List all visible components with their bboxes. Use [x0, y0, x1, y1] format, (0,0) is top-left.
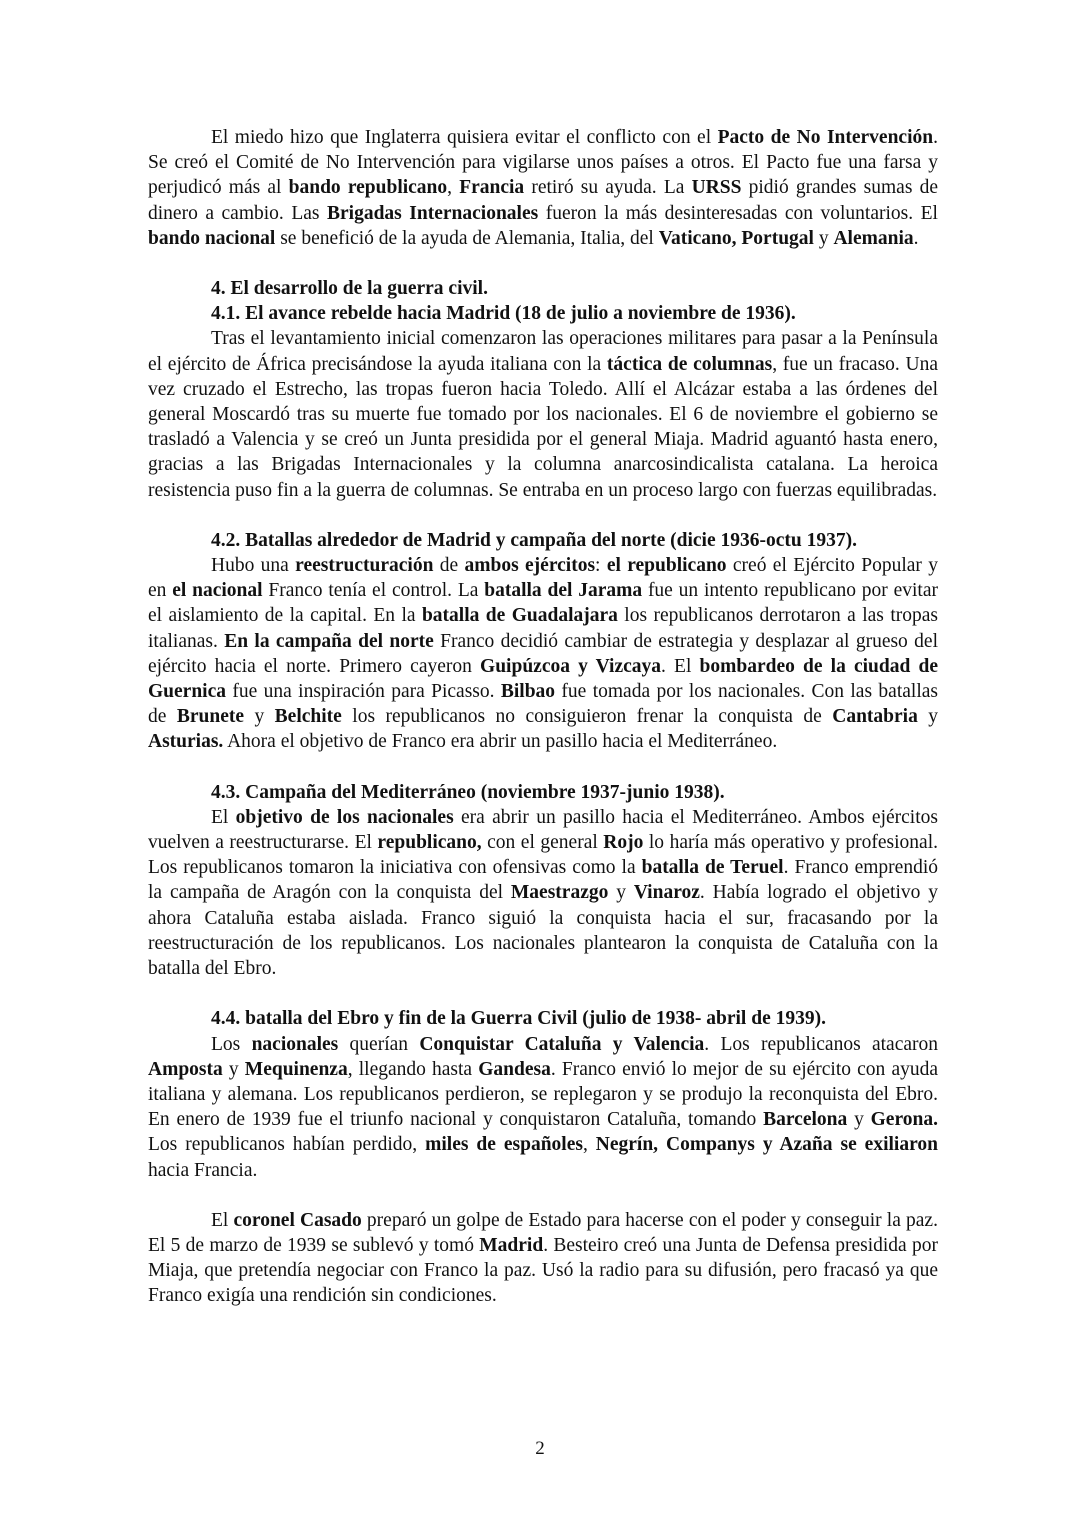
text-run: preparó un golpe de Estado para hacerse con el poder y conseguir la paz. El 5 de marzo de 1939 se sublevó y tomó [148, 1209, 938, 1256]
bold-term: bombardeo de la ciudad de Guernica [148, 655, 938, 703]
section-heading: 4.2. Batallas alrededor de Madrid y campaña del norte (dicie 1936-octu 1937). [211, 529, 857, 551]
text-run: y [222, 1058, 245, 1080]
text-run: . [913, 227, 919, 249]
text-run: fue un intento republicano por evitar el aislamiento de la capital. En la [148, 580, 939, 627]
text-run: . Se creó el Comité de No Intervención para vigilarse unos países a otros. El Pacto fue una farsa y perjudicó más al [148, 127, 938, 199]
bold-term: Belchite [274, 706, 342, 728]
bold-term: el nacional [172, 580, 263, 602]
text-run: Los republicanos habían perdido, [148, 1134, 426, 1156]
bold-term: Pacto de No Intervención [717, 127, 934, 148]
text-run: Tras el levantamiento inicial comenzaron las operaciones militares para pasar a la Península el ejército de África precisándose la ayuda italiana con la [148, 328, 938, 375]
bold-term: nacionales [251, 1033, 339, 1055]
text-run: . Los republicanos atacaron [704, 1033, 938, 1055]
body-paragraph [148, 553, 938, 755]
bold-term: Brigadas Internacionales [327, 202, 539, 224]
text-run: y [608, 882, 634, 904]
body-paragraph [148, 805, 938, 981]
bold-term: Gerona. [870, 1109, 938, 1131]
bold-term: Rojo [603, 832, 644, 854]
bold-term: Alemania [833, 227, 914, 249]
body-paragraph [148, 125, 938, 251]
text-run: El miedo hizo que Inglaterra quisiera evitar el conflicto con el [211, 127, 718, 148]
text-run: pidió grandes sumas de dinero a cambio. Las [148, 177, 938, 224]
text-run: querían [338, 1033, 420, 1055]
text-run: hacia Francia. [148, 1159, 258, 1181]
bold-term: bando nacional [148, 227, 276, 249]
text-run: retiró su ayuda. La [524, 177, 692, 199]
text-run: creó el Ejército Popular y en [148, 555, 938, 602]
document-page [148, 125, 938, 1309]
bold-term: republicano, [377, 832, 482, 854]
text-run: , fue un fracaso. Una vez cruzado el Estrecho, las tropas fueron hacia Toledo. Allí el Alcázar estaba a las órdenes del general Moscardó tras su muerte fue tomado por los nacionales. El 6 de noviembre el gobierno se trasladó a Valencia y se creó un Junta presidida por el general Miaja. Madrid aguantó hasta enero, gracias a las Brigadas Internacionales y la columna anarcosindicalista catalana. La heroica resistencia puso fin a la guerra de columnas. Se entraba en un proceso largo con fuerzas equilibradas. [148, 353, 939, 501]
paragraph-gap [148, 1183, 938, 1208]
document-body [148, 125, 938, 1309]
section-heading: 4.4. batalla del Ebro y fin de la Guerra Civil (julio de 1938- abril de 1939). [211, 1008, 826, 1030]
text-run: Ahora el objetivo de Franco era abrir un pasillo hacia el Mediterráneo. [223, 731, 778, 753]
bold-term: batalla de Guadalajara [421, 605, 618, 627]
paragraph-gap [148, 981, 938, 1006]
text-run: y [813, 227, 834, 249]
bold-term: Vaticano, Portugal [658, 227, 814, 249]
bold-term: Conquistar Cataluña y Valencia [419, 1033, 705, 1055]
text-run: y [917, 706, 939, 728]
text-run: y [244, 706, 275, 728]
bold-term: el republicano [606, 555, 727, 577]
text-run: fue una inspiración para Picasso. [226, 681, 501, 703]
text-run: lo haría más operativo y profesional. Los republicanos tomaron la iniciativa con ofensivas como la [148, 832, 938, 879]
bold-term: Negrín, Companys y Azaña se exiliaron [595, 1134, 938, 1156]
paragraph-gap [148, 251, 938, 276]
bold-term: Barcelona [763, 1109, 848, 1131]
body-paragraph [148, 1032, 938, 1183]
text-run: . Besteiro creó una Junta de Defensa presidida por Miaja, que pretendía negociar con Franco la paz. Usó la radio para su difusión, pero fracasó ya que Franco exigía una rendición sin condiciones. [148, 1234, 938, 1307]
text-run: fue tomada por los nacionales. Con las batallas de [148, 681, 938, 728]
body-paragraph [148, 1208, 938, 1309]
text-run: era abrir un pasillo hacia el Mediterráneo. Ambos ejércitos vuelven a reestructurarse. El [148, 806, 938, 854]
bold-term: Mequinenza [244, 1058, 348, 1080]
bold-term: Amposta [148, 1058, 223, 1080]
text-run: , llegando hasta [347, 1058, 479, 1080]
bold-term: Maestrazgo [510, 882, 609, 904]
bold-term: objetivo de los nacionales [235, 806, 454, 828]
paragraph-gap [148, 755, 938, 780]
bold-term: bando republicano [288, 177, 448, 199]
bold-term: reestructuración [295, 555, 434, 577]
bold-term: Francia [459, 177, 525, 199]
bold-term: miles de españoles [425, 1134, 583, 1156]
text-run: El [211, 806, 236, 828]
bold-term: Cantabria [832, 706, 918, 728]
text-run: Franco decidió cambiar de estrategia y desplazar al grueso del ejército hacia el norte. Primero cayeron [148, 630, 938, 677]
text-run: El [211, 1209, 234, 1231]
text-run: de [433, 555, 465, 577]
bold-term: Bilbao [500, 681, 556, 703]
bold-term: Brunete [176, 706, 245, 728]
text-run: se benefició de la ayuda de Alemania, Italia, del [275, 227, 659, 249]
bold-term: coronel Casado [233, 1209, 362, 1231]
bold-term: En la campaña del norte [224, 630, 434, 652]
text-run: los republicanos derrotaron a las tropas italianas. [148, 605, 938, 652]
text-run: Los [211, 1033, 252, 1055]
text-run: . Había logrado el objetivo y ahora Cataluña estaba aislada. Franco siguió la conquista hacia el sur, fracasando por la reestructuración de los republicanos. Los nacionales plantearon la conquista de Cataluña con la batalla del Ebro. [148, 882, 938, 980]
bold-term: Vinaroz [633, 882, 700, 904]
text-run: Franco tenía el control. La [262, 580, 485, 602]
text-run: y [847, 1109, 871, 1131]
body-paragraph [148, 326, 938, 502]
text-run: Hubo una [211, 555, 296, 577]
text-run: los republicanos no consiguieron frenar la conquista de [341, 706, 833, 728]
bold-term: táctica de columnas [606, 353, 773, 375]
bold-term: Guipúzcoa y Vizcaya [480, 655, 662, 677]
section-heading: 4. El desarrollo de la guerra civil. [211, 278, 488, 300]
text-run: : [595, 555, 607, 577]
text-run: . Franco emprendió la campaña de Aragón con la conquista del [148, 857, 938, 904]
section-heading: 4.1. El avance rebelde hacia Madrid (18 de julio a noviembre de 1936). [211, 303, 796, 325]
bold-term: Gandesa [478, 1058, 551, 1080]
text-run: , [447, 177, 460, 199]
bold-term: Asturias. [148, 731, 224, 753]
section-heading: 4.3. Campaña del Mediterráneo (noviembre 1937-junio 1938). [211, 781, 725, 803]
paragraph-gap [148, 503, 938, 528]
bold-term: batalla de Teruel [641, 857, 784, 879]
page-number: 2 [535, 1438, 545, 1459]
text-run: con el general [481, 832, 604, 854]
text-run: fueron la más desinteresadas con voluntarios. El [538, 202, 938, 224]
bold-term: Madrid [479, 1234, 544, 1256]
bold-term: batalla del Jarama [484, 580, 643, 602]
text-run: . Franco envió lo mejor de su ejército con ayuda italiana y alemana. Los republicanos perdieron, se replegaron y se produjo la reconquista del Ebro. En enero de 1939 fue el triunfo nacional y conquistaron Cataluña, tomando [148, 1058, 939, 1131]
bold-term: ambos ejércitos [464, 555, 596, 577]
bold-term: URSS [691, 177, 742, 199]
text-run: . El [661, 655, 700, 677]
text-run: , [582, 1134, 596, 1156]
